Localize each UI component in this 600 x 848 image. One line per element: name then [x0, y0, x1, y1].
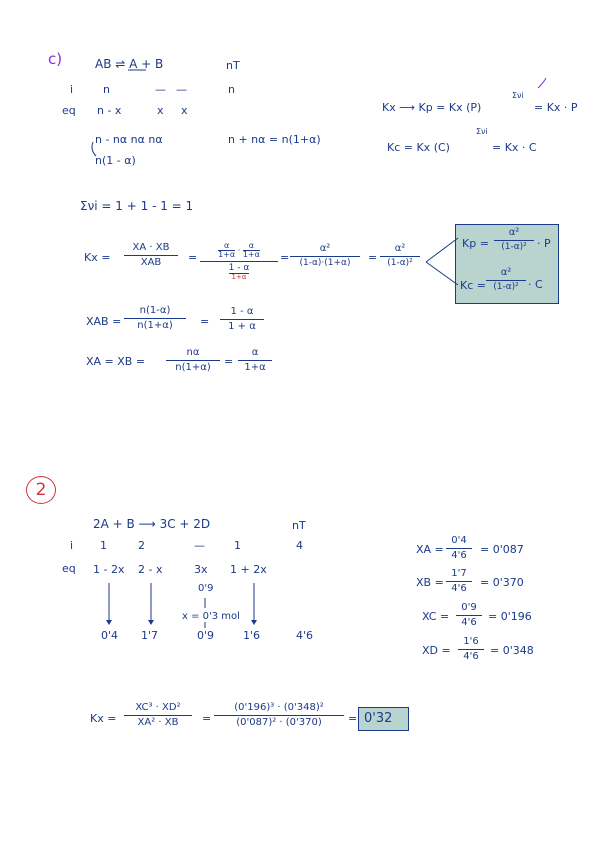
box-kc-num: α² — [500, 267, 512, 278]
kx-final-f1-num: XC³ · XD² — [135, 702, 181, 713]
mf-lhs: XC = — [422, 610, 450, 623]
box-kp-lhs: Kp = — [462, 237, 489, 250]
row-i-value: n — [103, 83, 110, 96]
xa-f1-num: nα — [186, 347, 200, 358]
mf-num: 1'7 — [451, 568, 467, 579]
kx-f2-b-den: 1+α — [242, 250, 260, 259]
xa-lhs: XA = XB = — [86, 355, 146, 368]
kc-exponent: Σνi — [476, 127, 488, 136]
xa-f2-num: α — [251, 347, 259, 358]
final-value: 1'6 — [243, 629, 261, 642]
mf-den: 4'6 — [451, 583, 467, 594]
mf-den: 4'6 — [463, 651, 479, 662]
kx-f2-den-num: 1 - α — [228, 263, 250, 273]
box-kp-tail: · P — [537, 237, 551, 250]
final-value: 4'6 — [296, 629, 314, 642]
branch-arrow-kp — [426, 238, 458, 262]
box-kc-den: (1-α)² — [493, 282, 519, 292]
final-value: 1'7 — [141, 629, 159, 642]
row-eq-label-c: eq — [62, 104, 76, 117]
xab-f2-den: 1 + α — [228, 321, 256, 332]
row-alpha-total: n + nα = n(1+α) — [228, 133, 321, 146]
kx-final-f2-den: (0'087)² · (0'370) — [236, 717, 322, 728]
kc-relation: Kc = Kx (C) — [387, 141, 450, 154]
reaction-c: AB ⇌ A + B — [95, 57, 164, 71]
xa-f2-den: 1+α — [244, 362, 266, 373]
mf-result: = 0'196 — [488, 610, 532, 623]
problem-number-circle: 2 — [26, 476, 56, 504]
kx-f2-a-den: 1+α — [218, 250, 236, 259]
row-eq-value: x — [181, 104, 188, 117]
kx-f4-num: α² — [394, 243, 406, 254]
kx-final-lhs: Kx = — [90, 712, 117, 725]
mf-den: 4'6 — [461, 617, 477, 628]
row-i-value: — — [155, 83, 166, 96]
row-alpha-factor: n(1 - α) — [95, 154, 136, 167]
kx-f1-den: XAB — [140, 257, 162, 268]
row-eq-value: 1 - 2x — [93, 563, 125, 576]
row-i-value: 1 — [100, 539, 107, 552]
kx-lhs: Kx = — [84, 251, 111, 264]
mf-lhs: XB = — [416, 576, 444, 589]
kx-f2-b: α — [248, 241, 254, 250]
kx-fraction-2: $\frac{\alpha}{1+\alpha}$ · $\frac{\alpha}{1+\alpha}$ 1 - α 1+α — [200, 242, 278, 282]
box-kp-num: α² — [508, 227, 520, 238]
kx-f2-den-den: 1+α — [229, 273, 250, 281]
nt-header-2: nT — [292, 519, 306, 532]
box-kc-tail: · C — [528, 278, 543, 291]
xab-lhs: XAB = — [86, 315, 122, 328]
kp-relation: Kx ⟶ Kp = Kx (P) — [382, 101, 482, 114]
kx-f1-num: XA · XB — [132, 242, 170, 253]
mf-result: = 0'348 — [490, 644, 534, 657]
mf-num: 1'6 — [463, 636, 479, 647]
row-i-value: n — [228, 83, 235, 96]
hook-arrow — [92, 142, 96, 156]
x-value: x = 0'3 mol — [182, 611, 240, 622]
kx-f2-a: α — [223, 241, 230, 250]
mf-lhs: XD = — [422, 644, 451, 657]
reaction-2: 2A + B ⟶ 3C + 2D — [93, 517, 211, 531]
row-i-value: 4 — [296, 539, 303, 552]
kx-result: 0'32 — [364, 711, 393, 726]
sum-nu: Σνi = 1 + 1 - 1 = 1 — [80, 199, 194, 213]
xab-f2-num: 1 - α — [230, 306, 254, 317]
row-i-value: 1 — [234, 539, 241, 552]
row-alpha: n - nα nα nα — [95, 133, 163, 146]
xa-f1-den: n(1+α) — [175, 362, 211, 373]
xab-f1-num: n(1-α) — [139, 305, 171, 316]
mf-num: 0'4 — [451, 535, 467, 546]
box-kc-lhs: Kc = — [460, 279, 486, 292]
final-value: 0'9 — [197, 629, 215, 642]
row-eq-label-2: eq — [62, 562, 76, 575]
mf-num: 0'9 — [461, 602, 477, 613]
branch-arrow-kc — [426, 262, 458, 285]
xab-f1-den: n(1+α) — [137, 320, 173, 331]
row-eq-value: 2 - x — [138, 563, 163, 576]
row-eq-value: 3x — [194, 563, 208, 576]
kx-final-f2-num: (0'196)³ · (0'348)² — [234, 702, 324, 713]
row-eq-value: 1 + 2x — [230, 563, 267, 576]
final-value: 0'4 — [101, 629, 119, 642]
kc-result: = Kx · C — [492, 141, 537, 154]
kx-f4-den: (1-α)² — [387, 258, 413, 268]
mf-result: = 0'370 — [480, 576, 524, 589]
mf-result: = 0'087 — [480, 543, 524, 556]
row-eq-value: x — [157, 104, 164, 117]
mf-den: 4'6 — [451, 550, 467, 561]
row-i-value: — — [176, 83, 187, 96]
kx-f3-num: α² — [319, 243, 331, 254]
x-note-top: 0'9 — [198, 583, 214, 594]
nt-header-c: nT — [226, 59, 240, 72]
kp-result: = Kx · P — [534, 101, 578, 114]
row-i-value: — — [194, 539, 205, 552]
row-i-label-2: i — [70, 539, 74, 552]
row-eq-value: n - x — [97, 104, 122, 117]
part-c-label: c) — [48, 50, 63, 68]
box-kp-den: (1-α)² — [501, 242, 527, 252]
kx-f3-den: (1-α)·(1+α) — [299, 258, 351, 268]
small-accent-arrow — [538, 78, 546, 88]
mf-lhs: XA = — [416, 543, 444, 556]
row-i-value: 2 — [138, 539, 145, 552]
row-i-label-c: i — [70, 83, 74, 96]
kp-exponent: Σνi — [512, 91, 524, 100]
kx-final-f1-den: XA² · XB — [137, 717, 179, 728]
